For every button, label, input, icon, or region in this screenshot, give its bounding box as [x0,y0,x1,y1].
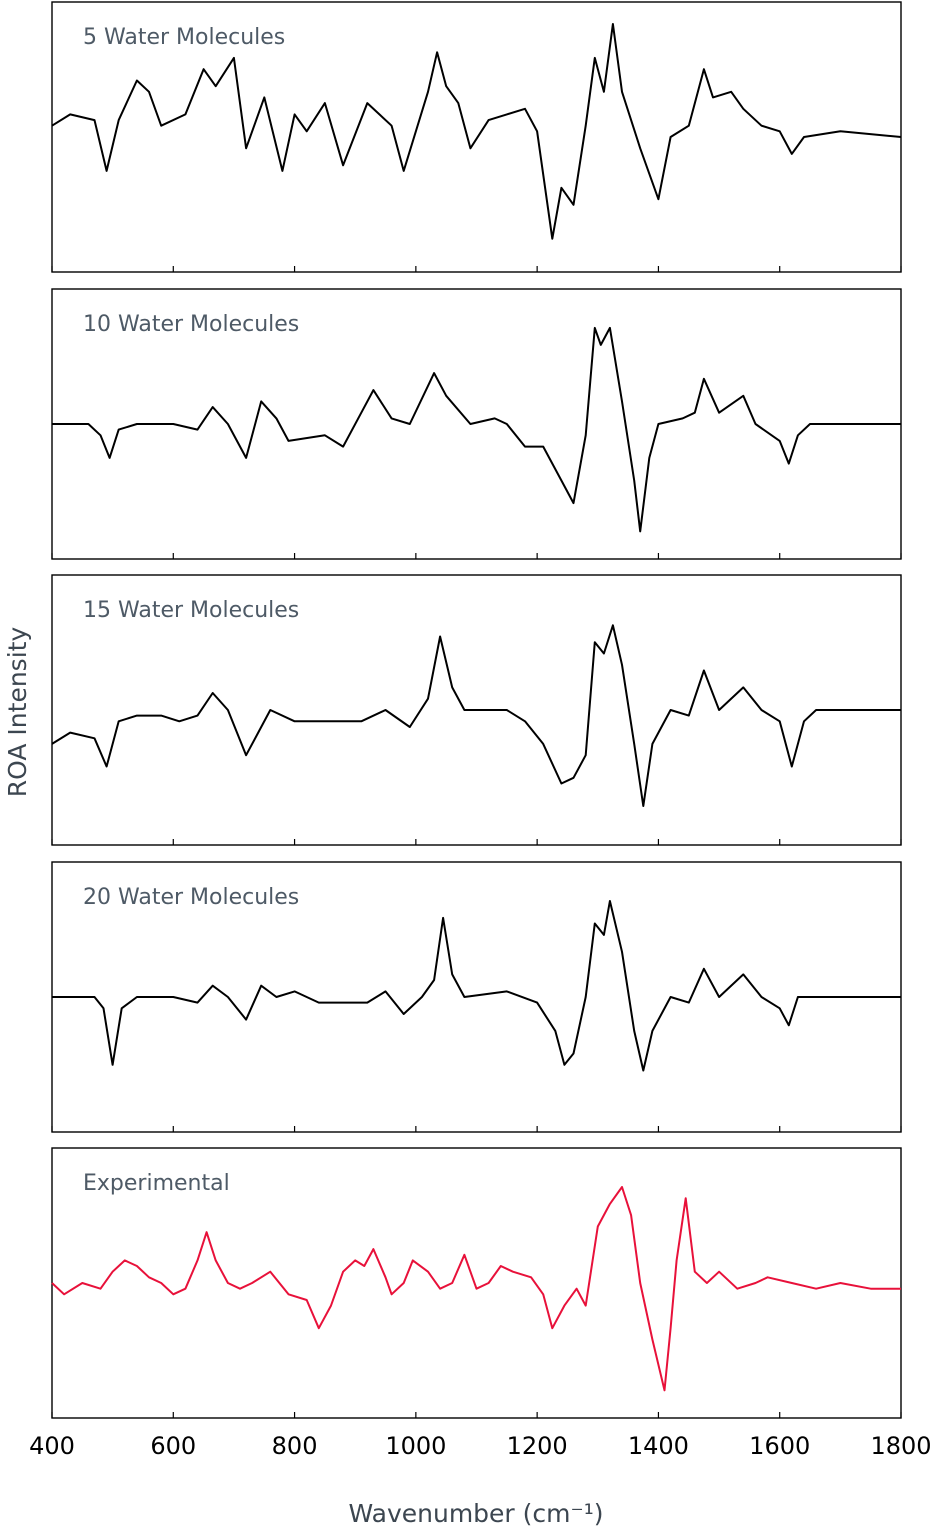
x-tick-label: 400 [29,1432,75,1460]
x-tick-label: 1200 [506,1432,568,1460]
y-axis-label: ROA Intensity [3,626,32,798]
panel-title: 20 Water Molecules [83,885,300,910]
x-tick-label: 1000 [385,1432,447,1460]
series-line [52,901,901,1071]
x-tick-label: 600 [150,1432,197,1460]
panels-group [52,2,901,1418]
panel-title: Experimental [83,1171,230,1196]
panel-3 [52,575,901,845]
series-line [52,24,901,239]
x-tick-label: 1800 [870,1432,932,1460]
panel-title: 15 Water Molecules [83,598,300,623]
panel-title: 10 Water Molecules [83,312,300,337]
panel-1 [52,2,901,272]
x-tick-label: 1600 [749,1432,811,1460]
series-line [52,625,901,806]
series-line [52,328,901,532]
x-tick-labels [29,1432,931,1460]
x-tick-label: 1400 [627,1432,689,1460]
x-axis-label: Wavenumber (cm⁻¹) [348,1499,604,1528]
panel-5 [52,1148,901,1418]
panel-4 [52,862,901,1132]
panel-title: 5 Water Molecules [83,25,286,50]
x-tick-label: 800 [271,1432,318,1460]
panel-2 [52,289,901,559]
series-line [52,1187,901,1390]
